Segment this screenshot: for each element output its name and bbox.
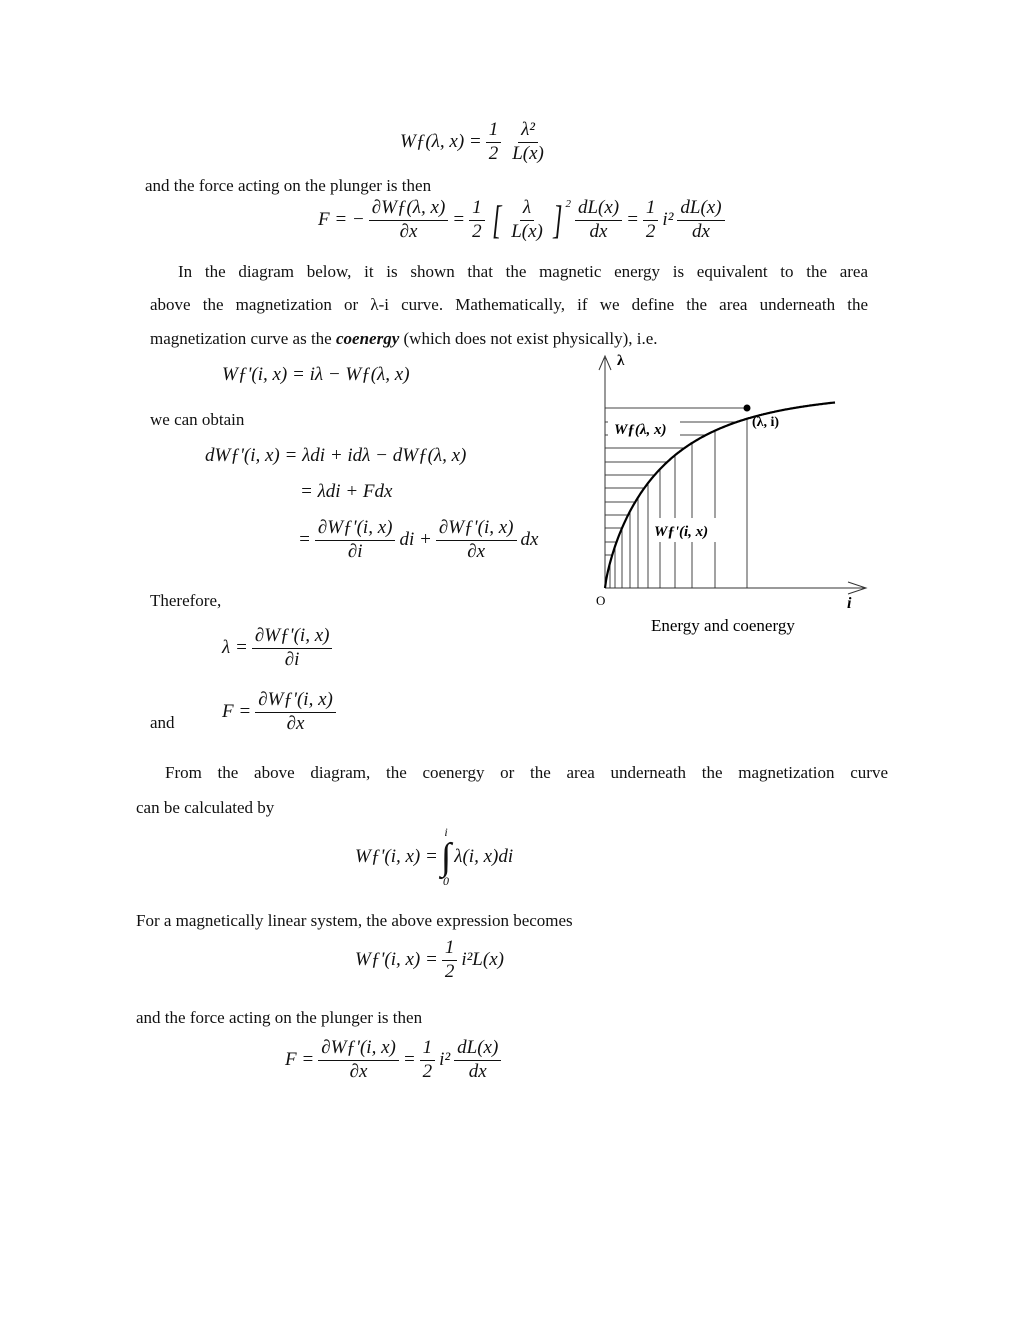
denominator: ∂x <box>349 1060 368 1082</box>
text-and: and <box>150 713 175 732</box>
fraction <box>509 120 547 165</box>
fraction <box>486 120 502 165</box>
bracket-right: ] <box>552 197 563 243</box>
energy-coenergy-diagram <box>590 350 880 640</box>
denominator: 2 <box>645 220 656 242</box>
fraction <box>318 1038 399 1083</box>
diagram-caption: Energy and coenergy <box>651 616 795 635</box>
equation-force-3 <box>285 1038 505 1083</box>
eq-lhs: λ = <box>222 637 248 659</box>
paragraph-line: From the above diagram, the coenergy or the area underneath the magnetization curve <box>165 763 888 782</box>
denominator: L(x) <box>512 142 544 164</box>
fraction <box>508 198 546 243</box>
origin-label: O <box>596 593 606 608</box>
numerator: dL(x) <box>677 198 724 221</box>
term: dx <box>520 529 539 551</box>
numerator: ∂Wƒ'(i, x) <box>315 518 396 541</box>
numerator: dL(x) <box>575 198 622 221</box>
upper-limit: i <box>444 825 448 839</box>
eq-lhs: F = <box>285 1049 315 1071</box>
equation-differential-3 <box>298 518 538 563</box>
emphasis-coenergy: coenergy <box>335 329 400 348</box>
fraction <box>420 1038 436 1083</box>
numerator: ∂Wƒ(λ, x) <box>369 198 449 221</box>
integrand: λ(i, x)di <box>454 846 514 868</box>
lower-limit: 0 <box>443 874 450 889</box>
equation-force-2 <box>222 690 340 735</box>
eq-lhs: Wƒ'(i, x) = <box>355 949 438 971</box>
equals: = <box>298 529 311 551</box>
equals: = <box>452 209 466 231</box>
denominator: ∂x <box>467 540 486 562</box>
text-therefore: Therefore, <box>150 591 222 610</box>
numerator: ∂Wƒ'(i, x) <box>255 690 336 713</box>
numerator: ∂Wƒ'(i, x) <box>318 1038 399 1061</box>
term: di + <box>399 529 432 551</box>
numerator: ∂Wƒ'(i, x) <box>252 626 333 649</box>
equals: = <box>402 1049 416 1071</box>
fraction <box>643 198 659 243</box>
text-we-can-obtain: we can obtain <box>150 410 245 429</box>
eq-lhs: F = − <box>318 209 365 231</box>
eq-lhs: Wƒ(λ, x) = <box>400 131 482 153</box>
fraction <box>677 198 724 243</box>
equation-integral <box>355 825 513 889</box>
denominator: ∂i <box>347 540 363 562</box>
coenergy-label: Wƒ'(i, x) <box>654 524 709 540</box>
fraction <box>575 198 622 243</box>
equation-differential: dWƒ'(i, x) = λdi + idλ − dWƒ(λ, x) <box>205 445 467 466</box>
point-label: (λ, i) <box>752 415 780 430</box>
equation-differential-2: = λdi + Fdx <box>300 481 393 502</box>
eq-rhs: i²L(x) <box>461 949 504 971</box>
text-force-intro: and the force acting on the plunger is then <box>145 176 432 195</box>
energy-label: Wƒ(λ, x) <box>614 422 667 438</box>
fraction <box>442 938 458 983</box>
denominator: 2 <box>488 142 499 164</box>
denominator: 2 <box>422 1060 433 1082</box>
numerator: dL(x) <box>454 1038 501 1061</box>
eq-lhs: F = <box>222 701 252 723</box>
fraction <box>454 1038 501 1083</box>
equation-linear-coenergy <box>355 938 504 983</box>
fraction <box>315 518 396 563</box>
numerator: ∂Wƒ'(i, x) <box>436 518 517 541</box>
denominator: 2 <box>444 960 455 982</box>
fraction <box>252 626 333 671</box>
text-segment: magnetization curve as the <box>150 329 332 348</box>
equals: = <box>626 209 639 231</box>
denominator: L(x) <box>511 220 543 242</box>
text-segment: (which does not exist physically), i.e. <box>403 329 658 348</box>
denominator: ∂x <box>399 220 418 242</box>
numerator: 1 <box>442 938 458 961</box>
fraction <box>469 198 485 243</box>
paragraph-line: above the magnetization or λ-i curve. Mathematically, if we define the area underneath the <box>150 295 868 314</box>
text-force-intro-2: and the force acting on the plunger is then <box>136 1008 423 1027</box>
numerator: λ² <box>518 120 538 143</box>
equation-force-1 <box>318 198 729 243</box>
equation-coenergy-def: Wƒ'(i, x) = iλ − Wƒ(λ, x) <box>222 364 410 385</box>
numerator: 1 <box>643 198 659 221</box>
denominator: dx <box>589 220 608 242</box>
equation-lambda <box>222 626 336 671</box>
i-squared: i² <box>662 209 674 231</box>
denominator: ∂x <box>286 712 305 734</box>
text-linear-system: For a magnetically linear system, the above expression becomes <box>136 911 573 930</box>
numerator: λ <box>520 198 534 221</box>
bracket-left: [ <box>491 197 502 243</box>
fraction <box>436 518 517 563</box>
denominator: dx <box>468 1060 487 1082</box>
eq-lhs: Wƒ'(i, x) = <box>355 846 438 868</box>
paragraph-line: can be calculated by <box>136 798 275 817</box>
exponent: 2 <box>565 198 571 210</box>
denominator: 2 <box>472 220 482 242</box>
numerator: 1 <box>469 198 485 221</box>
equation-field-energy <box>400 120 551 165</box>
paragraph-line <box>150 329 658 349</box>
denominator: ∂i <box>284 648 300 670</box>
numerator: 1 <box>486 120 502 143</box>
fraction <box>255 690 336 735</box>
integral <box>441 825 451 889</box>
fraction <box>369 198 449 243</box>
denominator: dx <box>692 220 710 242</box>
integral-sign: ∫ <box>440 836 452 878</box>
numerator: 1 <box>420 1038 436 1061</box>
i-squared: i² <box>439 1049 451 1071</box>
y-axis-label: λ <box>617 353 625 369</box>
operating-point <box>744 405 751 412</box>
paragraph-line: In the diagram below, it is shown that the magnetic energy is equivalent to the area <box>178 262 868 281</box>
x-axis-label: i <box>847 595 852 612</box>
